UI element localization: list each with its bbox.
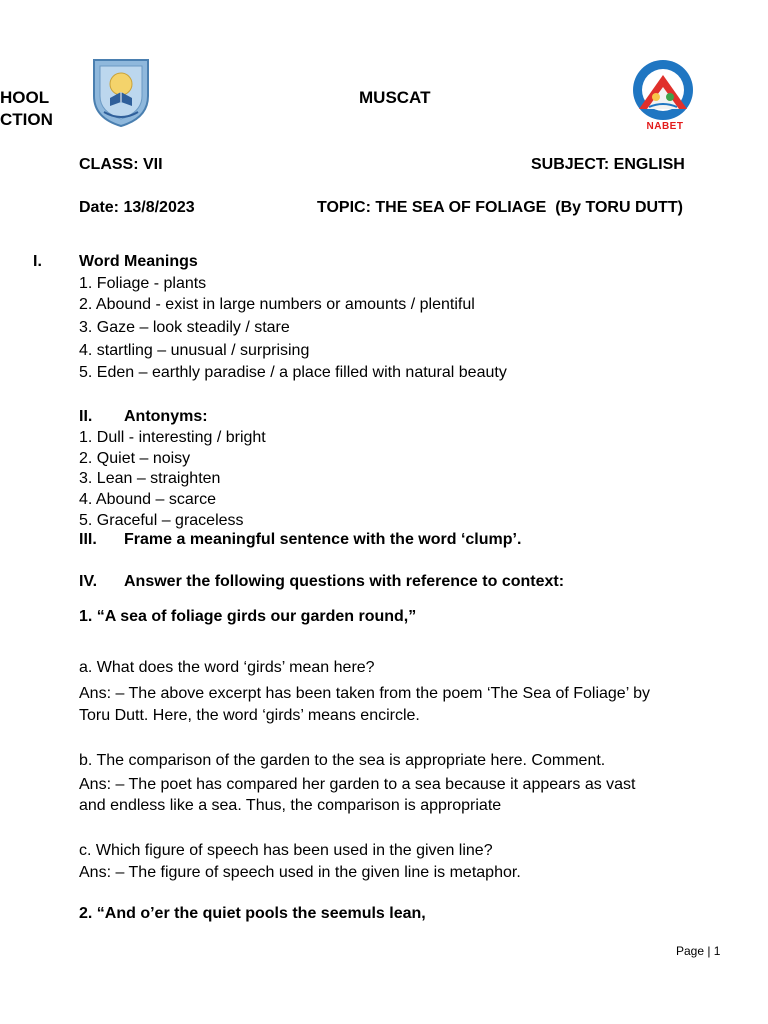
section-name-fragment: CTION [0, 110, 53, 129]
section-heading-word-meanings: Word Meanings [79, 253, 198, 270]
answer-line: Toru Dutt. Here, the word ‘girds’ means encircle. [79, 707, 420, 724]
answer-line: Ans: – The poet has compared her garden to a sea because it appears as vast [79, 776, 636, 793]
page-number: Page | 1 [676, 944, 721, 958]
section-number: II. [79, 408, 93, 425]
section-number: III. [79, 531, 97, 548]
answer-line: Ans: – The figure of speech used in the given line is metaphor. [79, 864, 521, 881]
school-name-fragment: HOOL [0, 88, 50, 107]
extract-quote: 1. “A sea of foliage girds our garden round,” [79, 608, 417, 625]
section-number: IV. [79, 573, 98, 590]
school-crest-logo [88, 56, 154, 128]
question: c. Which figure of speech has been used in the given line? [79, 842, 493, 859]
nabet-label: NABET [646, 121, 684, 132]
answer-line: Ans: – The above excerpt has been taken from the poem ‘The Sea of Foliage’ by [79, 685, 651, 702]
antonym-item: 3. Lean – straighten [79, 470, 221, 487]
section-heading-antonyms: Antonyms: [124, 408, 208, 425]
school-city: MUSCAT [359, 88, 431, 107]
word-meaning-item: 3. Gaze – look steadily / stare [79, 319, 290, 336]
word-meaning-item: 4. startling – unusual / surprising [79, 342, 310, 359]
question: a. What does the word ‘girds’ mean here? [79, 659, 375, 676]
section-heading-reference-to-context: Answer the following questions with reference to context: [124, 573, 565, 590]
antonym-item: 2. Quiet – noisy [79, 450, 191, 467]
subject-label: SUBJECT: ENGLISH [531, 156, 685, 173]
antonym-item: 5. Graceful – graceless [79, 512, 244, 529]
word-meaning-item: 5. Eden – earthly paradise / a place filled with natural beauty [79, 364, 507, 381]
topic-label: TOPIC: THE SEA OF FOLIAGE (By TORU DUTT) [317, 199, 683, 216]
class-label: CLASS: VII [79, 156, 163, 173]
question: b. The comparison of the garden to the sea is appropriate here. Comment. [79, 752, 606, 769]
section-number: I. [33, 253, 42, 270]
extract-quote: 2. “And o’er the quiet pools the seemuls lean, [79, 905, 426, 922]
word-meaning-item: 2. Abound - exist in large numbers or amounts / plentiful [79, 296, 475, 313]
date-label: Date: 13/8/2023 [79, 199, 195, 216]
word-meaning-item: 1. Foliage - plants [79, 275, 207, 292]
antonym-item: 1. Dull - interesting / bright [79, 429, 266, 446]
antonym-item: 4. Abound – scarce [79, 491, 216, 508]
section-heading-frame-sentence: Frame a meaningful sentence with the word ‘clump’. [124, 531, 522, 548]
answer-line: and endless like a sea. Thus, the comparison is appropriate [79, 797, 502, 814]
